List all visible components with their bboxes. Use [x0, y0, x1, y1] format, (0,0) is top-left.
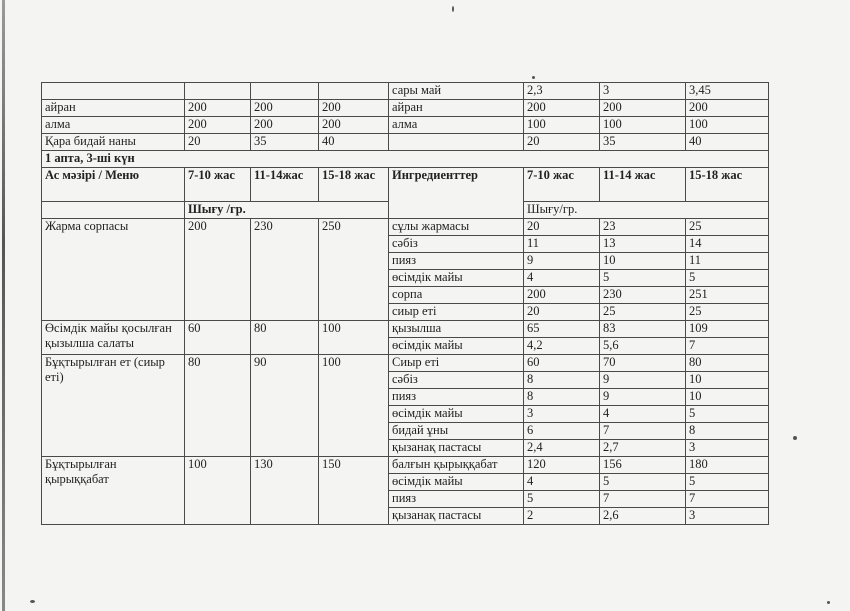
- header-age-7-10: 7-10 жас: [185, 168, 251, 202]
- ingredient-value-cell: 2,4: [524, 440, 600, 457]
- ingredient-value-cell: 5,6: [600, 338, 686, 355]
- ingredient-value-cell: 25: [686, 304, 769, 321]
- ingredient-value-cell: 10: [686, 389, 769, 406]
- dish-value-cell: 40: [319, 134, 389, 151]
- table-row: [42, 219, 769, 236]
- ingredient-name-cell: сиыр еті: [389, 304, 524, 321]
- ingredient-value-cell: 8: [524, 372, 600, 389]
- header-yield-right: Шығу/гр.: [524, 202, 769, 219]
- ingredient-value-cell: 4,2: [524, 338, 600, 355]
- ingredient-value-cell: 9: [600, 389, 686, 406]
- ingredient-cell: [389, 134, 524, 151]
- ingredient-value-cell: 9: [524, 253, 600, 270]
- header-menu: Ас мәзірі / Меню: [42, 168, 185, 202]
- dish-value-cell: [251, 83, 319, 100]
- ingredient-value-cell: 3: [686, 440, 769, 457]
- section-title-row: [42, 151, 769, 168]
- ingredient-name-cell: өсімдік майы: [389, 474, 524, 491]
- ingredient-name-cell: пияз: [389, 253, 524, 270]
- ingredient-name-cell: сұлы жармасы: [389, 219, 524, 236]
- dish-cell: алма: [42, 117, 185, 134]
- ingredient-value-cell: 2,3: [524, 83, 600, 100]
- ingredient-value-cell: 7: [600, 491, 686, 508]
- ingredient-name-cell: өсімдік майы: [389, 406, 524, 423]
- ingredient-value-cell: 65: [524, 321, 600, 338]
- dish-cell: [42, 83, 185, 100]
- ingredient-value-cell: 35: [600, 134, 686, 151]
- ingredient-name-cell: сәбіз: [389, 372, 524, 389]
- scan-speck: [793, 436, 797, 440]
- ingredient-value-cell: 40: [686, 134, 769, 151]
- dish-value-cell: 200: [251, 100, 319, 117]
- ingredient-value-cell: 230: [600, 287, 686, 304]
- ingredient-value-cell: 80: [686, 355, 769, 372]
- ingredient-value-cell: 5: [686, 406, 769, 423]
- ingredient-value-cell: 200: [600, 100, 686, 117]
- ingredient-value-cell: 6: [524, 423, 600, 440]
- ingredient-value-cell: 5: [524, 491, 600, 508]
- scan-speck: [30, 600, 35, 603]
- ingredient-value-cell: 5: [600, 474, 686, 491]
- ingredient-value-cell: 13: [600, 236, 686, 253]
- ingredient-value-cell: 5: [686, 474, 769, 491]
- dish-value-cell: 100: [185, 457, 251, 525]
- dish-value-cell: 35: [251, 134, 319, 151]
- ingredient-name-cell: қызанақ пастасы: [389, 440, 524, 457]
- ingredient-name-cell: өсімдік майы: [389, 338, 524, 355]
- header-ingredients: Ингредиенттер: [389, 168, 524, 219]
- header-age-15-18: 15-18 жас: [319, 168, 389, 202]
- dish-value-cell: 200: [251, 117, 319, 134]
- ingredient-value-cell: 4: [524, 270, 600, 287]
- dish-value-cell: 80: [185, 355, 251, 457]
- dish-value-cell: 150: [319, 457, 389, 525]
- ingredient-value-cell: 10: [600, 253, 686, 270]
- table-row: [42, 117, 769, 134]
- dish-value-cell: 200: [319, 117, 389, 134]
- dish-cell: Қара бидай наны: [42, 134, 185, 151]
- header-age-11-14: 11-14жас: [251, 168, 319, 202]
- table-row: [42, 321, 769, 338]
- dish-value-cell: 200: [185, 219, 251, 321]
- header-ingredient-age-7-10: 7-10 жас: [524, 168, 600, 202]
- menu-table: [41, 82, 769, 525]
- ingredient-value-cell: 4: [600, 406, 686, 423]
- ingredient-value-cell: 7: [600, 423, 686, 440]
- ingredient-name-cell: қызылша: [389, 321, 524, 338]
- ingredient-value-cell: 60: [524, 355, 600, 372]
- ingredient-value-cell: 5: [686, 270, 769, 287]
- dish-name-cell: Бұқтырылған ет (сиыр еті): [42, 355, 185, 457]
- dish-value-cell: [185, 83, 251, 100]
- dish-value-cell: 230: [251, 219, 319, 321]
- header-row: [42, 168, 769, 202]
- ingredient-value-cell: 200: [686, 100, 769, 117]
- ingredient-name-cell: Сиыр еті: [389, 355, 524, 372]
- dish-value-cell: 100: [319, 355, 389, 457]
- header-ingredient-age-11-14: 11-14 жас: [600, 168, 686, 202]
- ingredient-value-cell: 25: [686, 219, 769, 236]
- ingredient-value-cell: 109: [686, 321, 769, 338]
- scan-speck: [532, 76, 535, 79]
- ingredient-value-cell: 23: [600, 219, 686, 236]
- ingredient-value-cell: 11: [524, 236, 600, 253]
- header-blank: [42, 202, 185, 219]
- ingredient-value-cell: 2,6: [600, 508, 686, 525]
- dish-value-cell: [319, 83, 389, 100]
- dish-name-cell: Өсімдік майы қосылған қызылша салаты: [42, 321, 185, 355]
- header-yield-left: Шығу /гр.: [185, 202, 389, 219]
- dish-value-cell: 100: [319, 321, 389, 355]
- dish-value-cell: 80: [251, 321, 319, 355]
- ingredient-value-cell: 70: [600, 355, 686, 372]
- ingredient-value-cell: 251: [686, 287, 769, 304]
- ingredient-value-cell: 120: [524, 457, 600, 474]
- ingredient-value-cell: 20: [524, 219, 600, 236]
- ingredient-value-cell: 5: [600, 270, 686, 287]
- table-row: [42, 100, 769, 117]
- ingredient-value-cell: 3: [686, 508, 769, 525]
- ingredient-value-cell: 7: [686, 491, 769, 508]
- ingredient-value-cell: 14: [686, 236, 769, 253]
- scan-speck: [452, 6, 454, 12]
- ingredient-name-cell: қызанақ пастасы: [389, 508, 524, 525]
- ingredient-value-cell: 200: [524, 287, 600, 304]
- ingredient-value-cell: 8: [524, 389, 600, 406]
- dish-value-cell: 60: [185, 321, 251, 355]
- ingredient-value-cell: 10: [686, 372, 769, 389]
- ingredient-name-cell: сәбіз: [389, 236, 524, 253]
- ingredient-name-cell: бидай ұны: [389, 423, 524, 440]
- ingredient-cell: алма: [389, 117, 524, 134]
- ingredient-value-cell: 2: [524, 508, 600, 525]
- table-row: [42, 457, 769, 474]
- dish-value-cell: 130: [251, 457, 319, 525]
- header-ingredient-age-15-18: 15-18 жас: [686, 168, 769, 202]
- ingredient-name-cell: пияз: [389, 491, 524, 508]
- ingredient-name-cell: өсімдік майы: [389, 270, 524, 287]
- table-row: [42, 355, 769, 372]
- dish-value-cell: 200: [185, 117, 251, 134]
- ingredient-value-cell: 2,7: [600, 440, 686, 457]
- ingredient-name-cell: пияз: [389, 389, 524, 406]
- dish-value-cell: 200: [185, 100, 251, 117]
- dish-value-cell: 20: [185, 134, 251, 151]
- ingredient-cell: сары май: [389, 83, 524, 100]
- ingredient-value-cell: 83: [600, 321, 686, 338]
- ingredient-name-cell: сорпа: [389, 287, 524, 304]
- dish-value-cell: 250: [319, 219, 389, 321]
- ingredient-value-cell: 100: [686, 117, 769, 134]
- table-row: [42, 83, 769, 100]
- ingredient-value-cell: 25: [600, 304, 686, 321]
- ingredient-value-cell: 156: [600, 457, 686, 474]
- ingredient-value-cell: 4: [524, 474, 600, 491]
- table-row: [42, 134, 769, 151]
- dish-cell: айран: [42, 100, 185, 117]
- dish-name-cell: Бұқтырылған қырыққабат: [42, 457, 185, 525]
- ingredient-value-cell: 100: [600, 117, 686, 134]
- dish-name-cell: Жарма сорпасы: [42, 219, 185, 321]
- section-title: 1 апта, 3-ші күн: [42, 151, 769, 168]
- scan-page-edge: [2, 0, 5, 611]
- ingredient-value-cell: 9: [600, 372, 686, 389]
- scan-speck: [827, 601, 830, 604]
- ingredient-value-cell: 180: [686, 457, 769, 474]
- ingredient-name-cell: балғын қырыққабат: [389, 457, 524, 474]
- dish-value-cell: 90: [251, 355, 319, 457]
- ingredient-value-cell: 3: [524, 406, 600, 423]
- ingredient-value-cell: 100: [524, 117, 600, 134]
- ingredient-value-cell: 200: [524, 100, 600, 117]
- ingredient-cell: айран: [389, 100, 524, 117]
- dish-value-cell: 200: [319, 100, 389, 117]
- ingredient-value-cell: 3,45: [686, 83, 769, 100]
- ingredient-value-cell: 11: [686, 253, 769, 270]
- ingredient-value-cell: 8: [686, 423, 769, 440]
- ingredient-value-cell: 20: [524, 304, 600, 321]
- ingredient-value-cell: 20: [524, 134, 600, 151]
- ingredient-value-cell: 7: [686, 338, 769, 355]
- ingredient-value-cell: 3: [600, 83, 686, 100]
